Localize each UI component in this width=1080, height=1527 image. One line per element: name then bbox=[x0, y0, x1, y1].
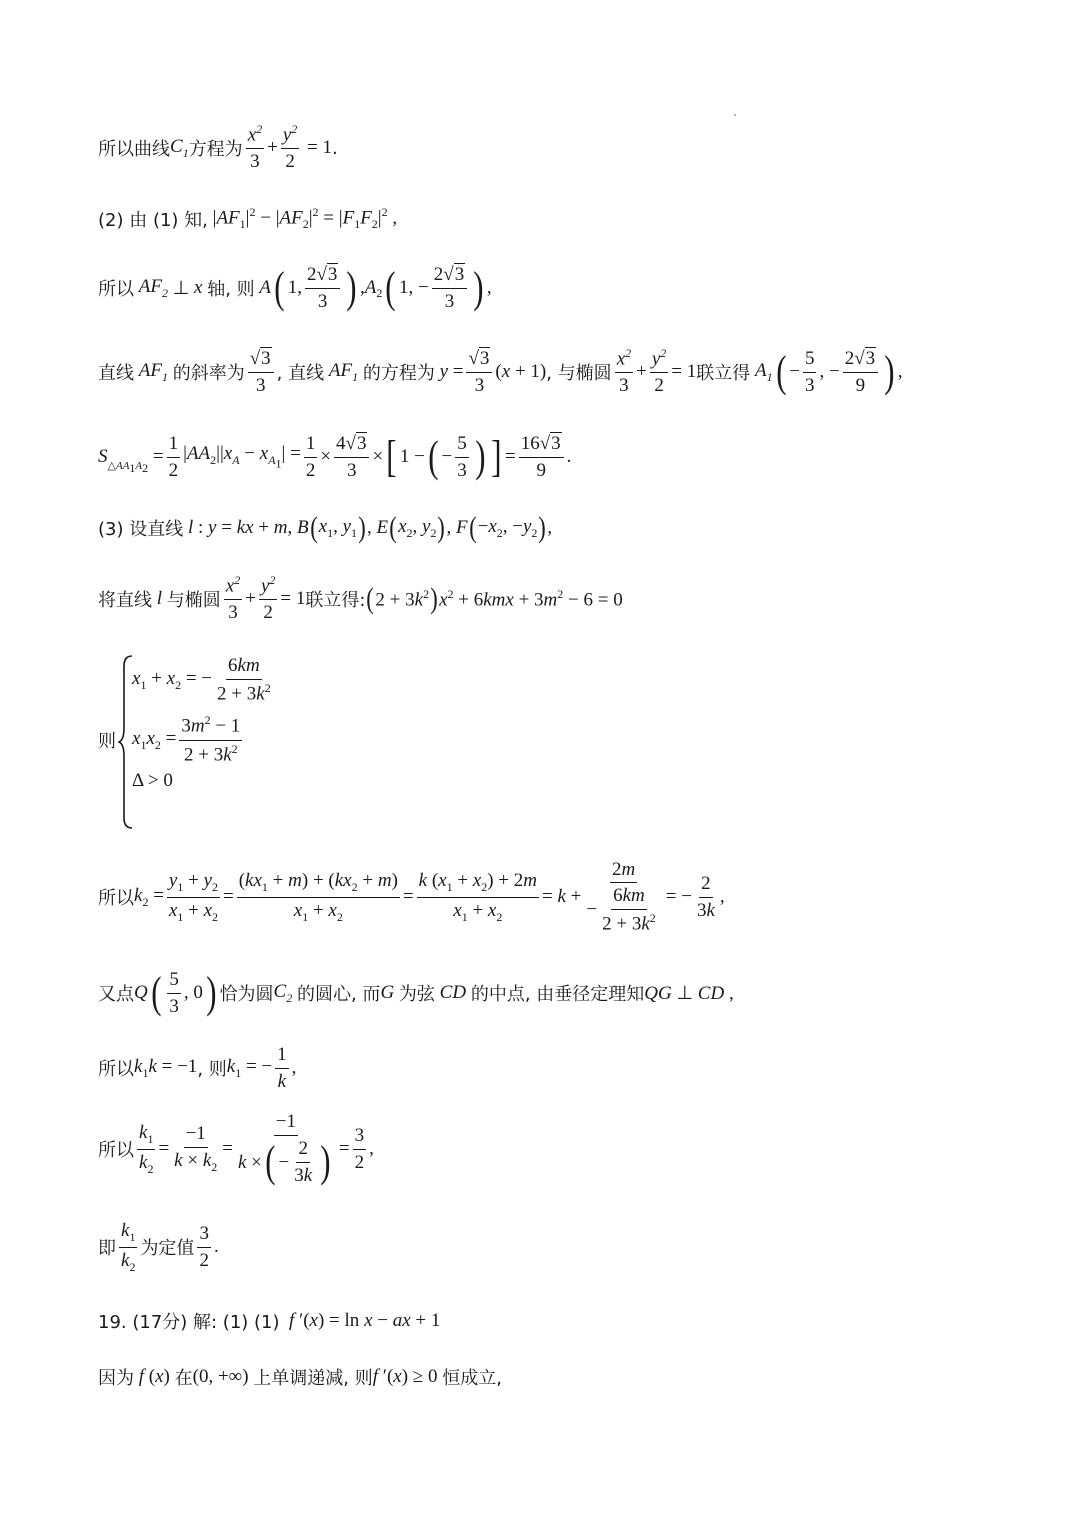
line-ratio: 所以 $\frac{k_1}{k_2}$ = $\frac{-1}{k \times k_2}$ = −1 k × ( − $\frac{2}{3k}$ ) = $\frac{3}{2}$ , bbox=[98, 1111, 374, 1187]
case-product: $x_1x_2$ = $\frac{3m^2 - 1}{2 + 3k^2}$ bbox=[132, 713, 241, 765]
line-vieta-label: 则 bbox=[98, 731, 116, 752]
case-discriminant: Δ > 0 bbox=[132, 770, 173, 791]
line-k1: 所以 $k_1k = -1$ , 则 $k_1$ = − $\frac{1}{k}$ , bbox=[98, 1043, 297, 1092]
line-monotone: 因为 f (x) 在 (0, +∞) 上单调递减, 则 f ′(x) ≥ 0 恒成立, bbox=[98, 1366, 502, 1389]
line-k2: 所以 $k_2$ = $\frac{y_1 + y_2}{x_1 + x_2}$ = $\frac{(kx_1 + m) + (kx_2 + m)}{x_1 + x_2}$ = $\frac{k (x_1 + x_2) + 2m}{x_1 + x_2}$ = k + 2m − $\frac{6km}{2 + 3k^2}$ = − $\frac{2}{3k}$ , bbox=[98, 858, 725, 935]
line-part-3-setup: (3) 设直线 l : y = kx + m, B ( $x_1$, $y_1$ ) , E ( $x_2$, $y_2$ ) , F ( $-x_2$, $-y_2$ ) , bbox=[98, 511, 553, 544]
line-points-a-a2: 所以 $AF_2$ ⊥ x 轴, 则 A ( 1, $\frac{2√3}{3}$ ) , A $_2$ ( 1, − $\frac{2√3}{3}$ ) , bbox=[98, 263, 492, 312]
line-af1-slope: 直线 $AF_1$ 的斜率为 $\frac{√3}{3}$ , 直线 $AF_1$ 的方程为 y = $\frac{√3}{3}$ (x + 1) , 与椭圆 $\frac{x^2}{3}$ + $\frac{y^2}{2}$ = 1 联立得 $A_1$ ( − $\frac{5}{3}$ , − $\frac{2√3}{9}$ ) , bbox=[98, 345, 903, 397]
line-q19: 19. (17分) 解: (1) (1) f ′(x) = ln x − ax + 1 bbox=[98, 1310, 441, 1333]
line-curve-equation: 所以曲线 $C_1$ 方程为 $\frac{x^2}{3}$ + $\frac{y^2}{2}$ = 1 . bbox=[98, 121, 338, 173]
line-part-2-intro: (2) 由 (1) 知, $|AF_1|^2 - |AF_2|^2 = |F_1F_2|^2$ , bbox=[98, 205, 398, 232]
speck bbox=[734, 114, 736, 116]
case-sum: $x_1 + x_2$ = − $\frac{6km}{2 + 3k^2}$ bbox=[132, 654, 271, 705]
line-constant: 即 $\frac{k_1}{k_2}$ 为定值 $\frac{3}{2}$ . bbox=[98, 1219, 219, 1274]
line-triangle-area: S $\triangle AA_1A_2$ = $\frac{1}{2}$ $|AA_2||x_A - x_{A_1}|$ = $\frac{1}{2}$ × $\frac{4√3}{3}$ × [ 1 − ( − $\frac{5}{3}$ ) ] = $\frac{16√3}{9}$ . bbox=[98, 432, 572, 481]
line-combine-ellipse: 将直线 l 与椭圆 $\frac{x^2}{3}$ + $\frac{y^2}{2}$ = 1 联立得: ( $2 + 3k^2$ ) $x^2 + 6kmx + 3m^2 - 6 = 0$ bbox=[98, 572, 623, 624]
line-circle-center: 又点 Q ( $\frac{5}{3}$ , 0 ) 恰为圆 $C_2$ 的圆心, 而 G 为弦 CD 的中点, 由垂径定理知 QG ⊥ CD , bbox=[98, 968, 734, 1017]
